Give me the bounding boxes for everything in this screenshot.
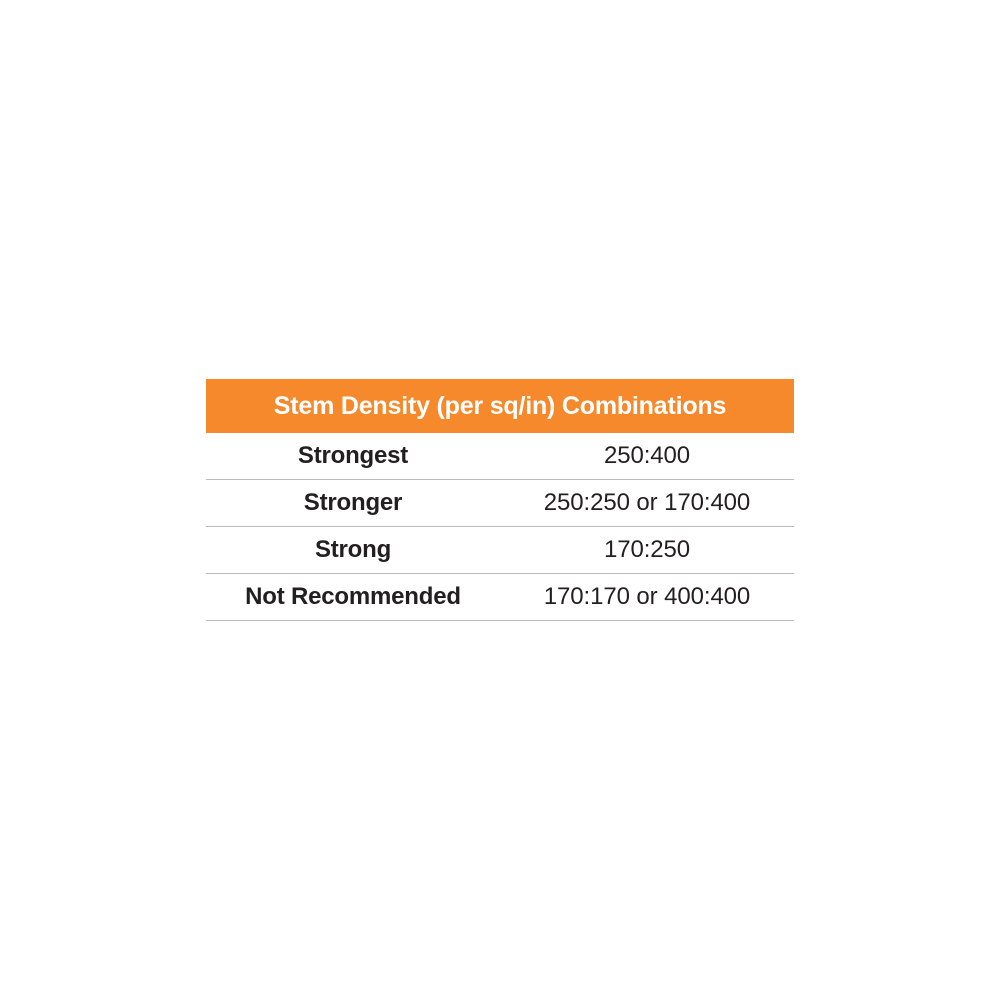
stem-density-table [206, 379, 794, 621]
table-body [206, 433, 794, 621]
table-row [206, 433, 794, 480]
row-label: Not Recommended [206, 574, 500, 621]
table-title: Stem Density (per sq/in) Combinations [206, 379, 794, 433]
row-value: 170:170 or 400:400 [500, 574, 794, 621]
table-header-row [206, 379, 794, 433]
table-header [206, 379, 794, 433]
row-value: 250:250 or 170:400 [500, 480, 794, 527]
row-value: 250:400 [500, 433, 794, 480]
table-row [206, 574, 794, 621]
row-label: Stronger [206, 480, 500, 527]
row-label: Strongest [206, 433, 500, 480]
table-row [206, 480, 794, 527]
stem-density-table-container [206, 379, 794, 621]
row-label: Strong [206, 527, 500, 574]
row-value: 170:250 [500, 527, 794, 574]
table-row [206, 527, 794, 574]
